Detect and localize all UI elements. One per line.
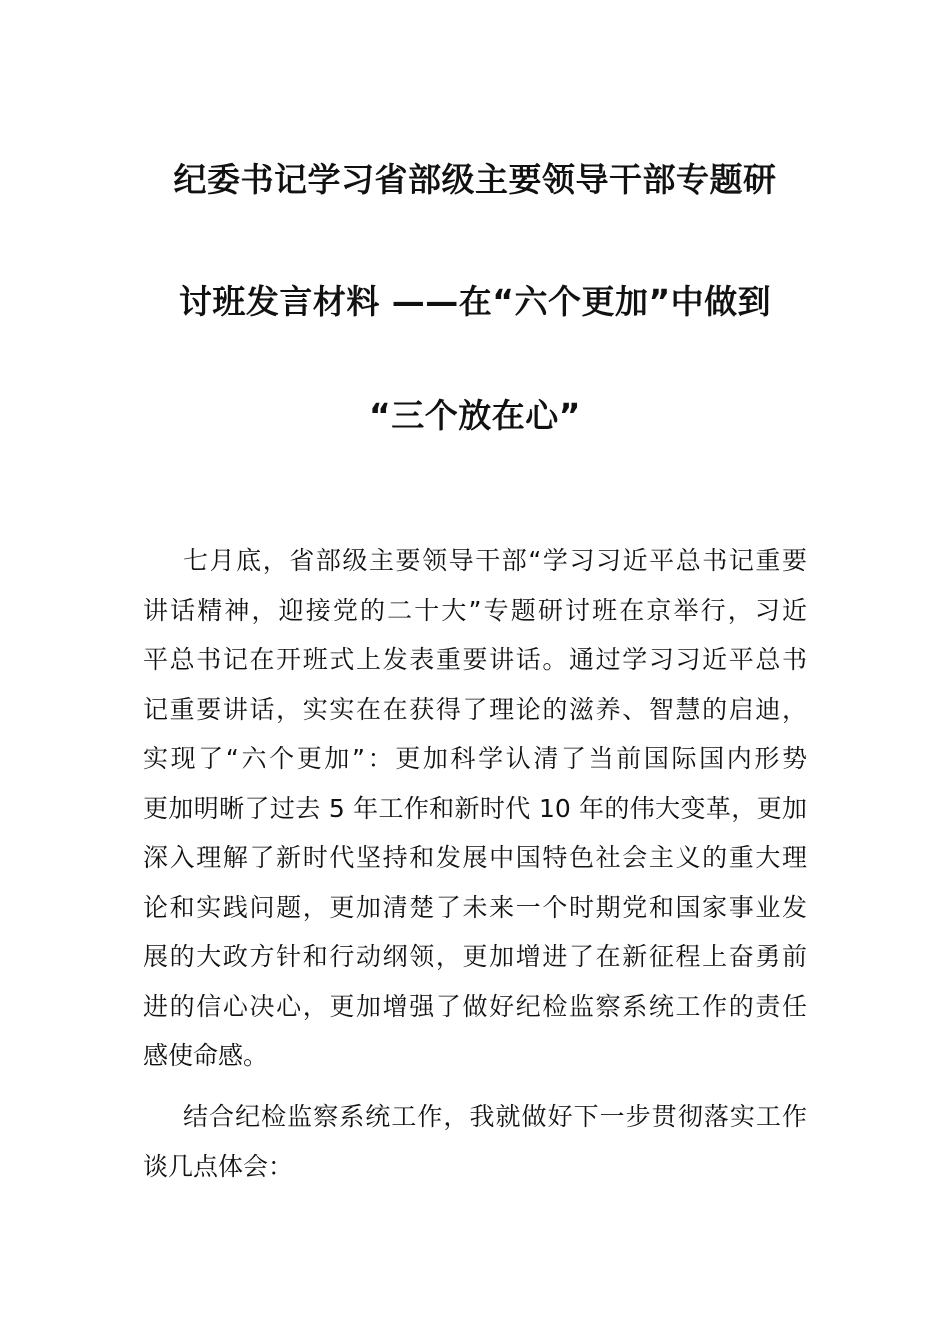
document-title-line-3: “三个放在心” [369, 396, 581, 435]
paragraph-line: 结合纪检监察系统工作，我就做好下一步贯彻落实工作 [183, 1102, 807, 1131]
document-title-line-2: 讨班发言材料 ——在“六个更加”中做到 [178, 282, 772, 321]
paragraph-1 [143, 536, 807, 1081]
paragraph-line: 七月底，省部级主要领导干部“学习习近平总书记重要 [183, 546, 807, 575]
paragraph-line: 谈几点体会： [143, 1151, 294, 1181]
paragraph-line: 展的大政方针和行动纲领，更加增进了在新征程上奋勇前 [143, 942, 807, 971]
paragraph-line: 深入理解了新时代坚持和发展中国特色社会主义的重大理 [143, 843, 807, 872]
paragraph-line: 进的信心决心，更加增强了做好纪检监察系统工作的责任 [143, 991, 807, 1021]
document-title-line-1: 纪委书记学习省部级主要领导干部专题研 [173, 160, 777, 199]
paragraph-line: 记重要讲话，实实在在获得了理论的滋养、智慧的启迪， [143, 694, 807, 724]
paragraph-line: 讲话精神，迎接党的二十大”专题研讨班在京举行，习近 [143, 595, 807, 625]
paragraph-line: 论和实践问题，更加清楚了未来一个时期党和国家事业发 [143, 892, 807, 922]
paragraph-2 [143, 1092, 807, 1191]
paragraph-line: 实现了“六个更加”：更加科学认清了当前国际国内形势 [143, 744, 807, 773]
paragraph-line: 更加明晰了过去 5 年工作和新时代 10 年的伟大变革，更加 [143, 793, 807, 823]
paragraph-line: 感使命感。 [143, 1041, 269, 1070]
paragraph-line: 平总书记在开班式上发表重要讲话。通过学习习近平总书 [143, 645, 807, 674]
